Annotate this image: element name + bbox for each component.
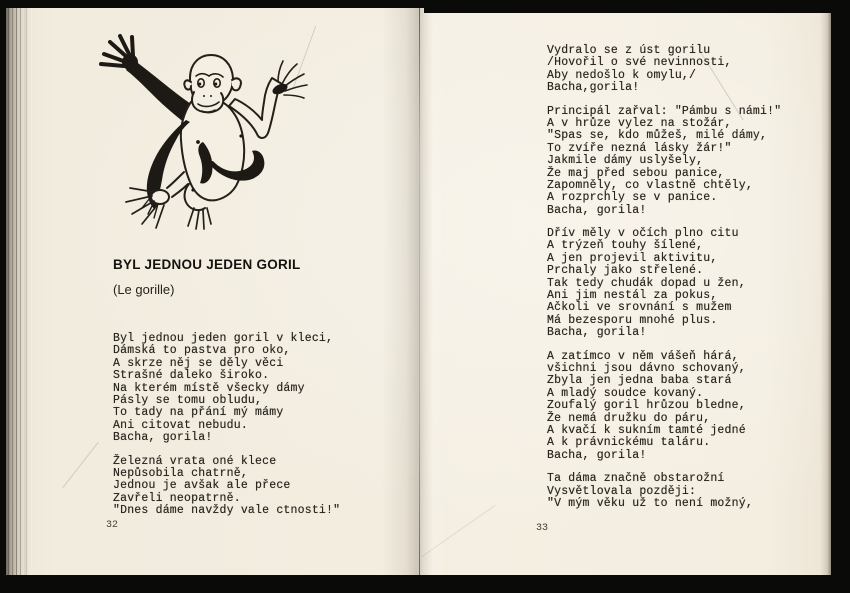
- poem-line: Že maj před sebou panice,: [547, 166, 725, 180]
- poem-line: Zapomněly, co vlastně chtěly,: [547, 178, 753, 192]
- poem-line: Dámská to pastva pro oko,: [113, 344, 291, 358]
- poem-line: "V mým věku už to není možný,: [547, 496, 753, 510]
- poem-line: To zvíře nezná lásky žár!": [547, 141, 732, 155]
- page-number-left: 32: [106, 520, 119, 531]
- stanza: [547, 351, 781, 463]
- poem-line: Principál zařval: "Pámbu s námi!": [547, 104, 782, 118]
- poem-text-left: [113, 333, 340, 528]
- poem-line: Strašné daleko široko.: [113, 369, 270, 383]
- poem-line: Bacha, gorila!: [113, 431, 213, 445]
- book-gutter-shadow: [382, 8, 446, 575]
- poem-line: A trýzeň touhy šílené,: [547, 239, 704, 253]
- poem-line: "Dnes dáme navždy vale ctnosti!": [113, 504, 341, 518]
- poem-line: Aby nedošlo k omylu,/: [547, 68, 697, 82]
- poem-text-right: [547, 45, 781, 521]
- poem-line: Ani jim nestál za pokus,: [547, 289, 718, 303]
- stanza: [547, 228, 781, 340]
- stanza: [547, 106, 781, 218]
- poem-line: Jakmile dámy uslyšely,: [547, 154, 704, 168]
- poem-line: A rozprchly se v panice.: [547, 191, 718, 205]
- poem-line: A zatímco v něm vášeň hárá,: [547, 349, 739, 363]
- poem-line: Byl jednou jeden goril v kleci,: [113, 332, 334, 345]
- poem-line: To tady na přání mý mámy: [113, 406, 284, 420]
- stanza: [547, 473, 781, 510]
- poem-line: Ani citovat nebudu.: [113, 418, 248, 432]
- poem-line: A kvačí k sukním tamté jedné: [547, 423, 746, 437]
- scan-scratch: [62, 442, 98, 488]
- poem-line: Že nemá družku do páru,: [547, 411, 711, 425]
- poem-line: Na kterém místě všecky dámy: [113, 381, 305, 395]
- monkey-illustration: [96, 32, 314, 230]
- poem-line: Bacha, gorila!: [547, 326, 647, 340]
- poem-line: A jen projevil aktivitu,: [547, 251, 718, 265]
- book-spread: [6, 8, 831, 575]
- poem-line: Prchaly jako střelené.: [547, 264, 704, 278]
- page-number-right: 33: [536, 523, 549, 534]
- poem-subtitle: (Le gorille): [113, 282, 175, 297]
- poem-line: Nepůsobila chatrně,: [113, 466, 248, 480]
- poem-line: Zbyla jen jedna baba stará: [547, 374, 732, 388]
- poem-line: Má bezesporu mnohé plus.: [547, 313, 718, 327]
- page-right-edge-shadow: [820, 8, 831, 575]
- scan-black-border: [424, 0, 850, 13]
- stanza: [113, 456, 340, 518]
- stanza: [547, 45, 781, 95]
- poem-line: Bacha,gorila!: [547, 81, 640, 95]
- book-fold-line: [419, 8, 420, 575]
- poem-line: A skrze něj se děly věci: [113, 356, 284, 370]
- poem-line: Ačkoli ve srovnání s mužem: [547, 301, 732, 315]
- poem-line: /Hovořil o své nevinnosti,: [547, 56, 732, 70]
- poem-line: Ta dáma značně obstarožní: [547, 472, 725, 486]
- poem-line: A k právnickému taláru.: [547, 436, 711, 450]
- poem-line: "Spas se, kdo můžeš, milé dámy,: [547, 129, 768, 143]
- poem-line: Bacha, gorila!: [547, 203, 647, 217]
- poem-line: Vydralo se z úst gorilu: [547, 44, 711, 57]
- stacked-page-edges: [6, 8, 32, 575]
- poem-line: Zoufalý goril hrůzou bledne,: [547, 399, 746, 413]
- poem-line: A mladý soudce kovaný.: [547, 386, 704, 400]
- poem-line: všichni jsou dávno schovaný,: [547, 361, 746, 375]
- poem-line: Dřív měly v očích plno citu: [547, 227, 739, 241]
- poem-line: Tak tedy chudák dopad u žen,: [547, 276, 746, 290]
- poem-line: Vysvětlovala později:: [547, 484, 697, 498]
- poem-line: A v hrůze vylez na stožár,: [547, 116, 732, 130]
- poem-line: Železná vrata oné klece: [113, 454, 277, 468]
- poem-line: Jednou je avšak ale přece: [113, 479, 291, 493]
- poem-line: Zavřeli neopatrně.: [113, 491, 241, 505]
- stanza: [113, 333, 340, 445]
- poem-line: Pásly se tomu obludu,: [113, 393, 263, 407]
- poem-title: BYL JEDNOU JEDEN GORIL: [113, 257, 301, 272]
- poem-line: Bacha, gorila!: [547, 448, 647, 462]
